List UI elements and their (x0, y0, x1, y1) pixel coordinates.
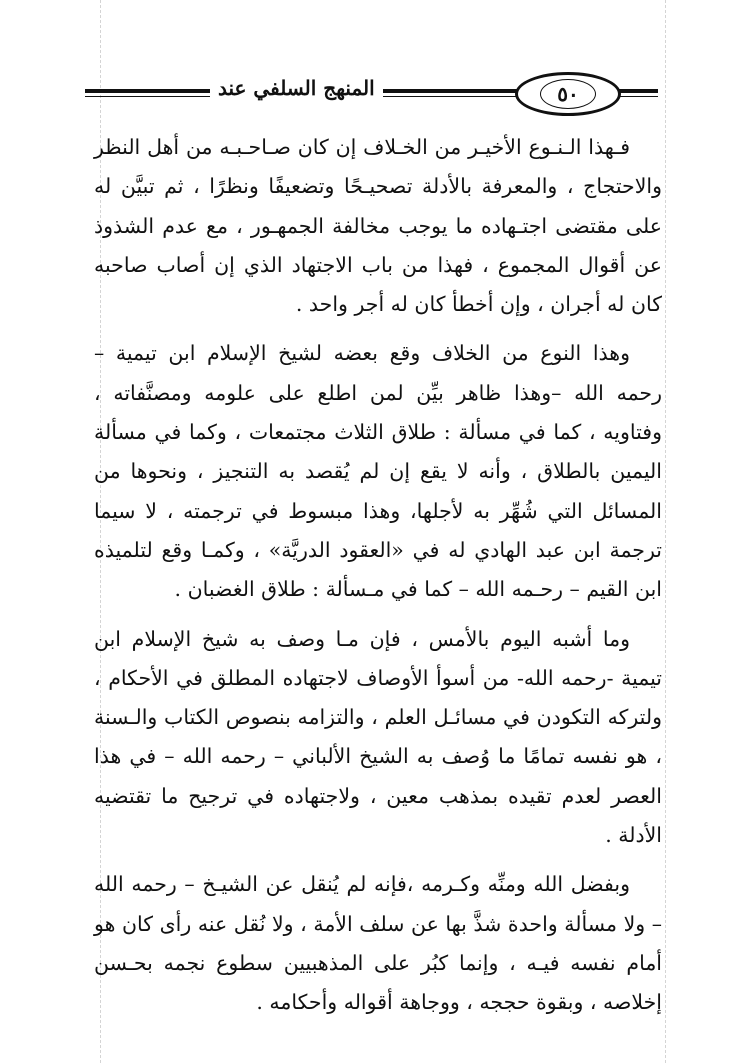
paragraph: فـهذا الـنـوع الأخيـر من الخـلاف إن كان صـاحـبـه من أهل النظر والاحتجاج ، والمعرفة بالأدلة تصحيـحًا وتضعيفًا ونظرًا ، ثم تبيَّن له على مقتضى اجتـهاده ما يوجب مخالفة الجمهـور ، مع عدم الشذوذ عن أقوال المجموع ، فهذا من باب الاجتهاد الذي إن أصاب صاحبه كان له أجران ، وإن أخطأ كان له أجر واحد . (94, 135, 662, 317)
page-header (85, 70, 658, 116)
paragraph: وهذا النوع من الخلاف وقع بعضه لشيخ الإسلام ابن تيمية – رحمه الله –وهذا ظاهر بيِّن لمن اطلع على علومه ومصنَّفاته ، وفتاويه ، كما في مسألة : طلاق الثلاث مجتمعات ، وكما في مسألة اليمين بالطلاق ، وأنه لا يقع إن لم يُقصد به التنجيز ، ونحوها من المسائل التي شُهِّر به لأجلها، وهذا مبسوط في ترجمته ، لا سيما ترجمة ابن عبد الهادي له في «العقود الدريَّة» ، وكمـا وقع لتلميذه ابن القيم – رحـمه الله – كما في مـسألة : طلاق الغضبان . (94, 341, 662, 602)
running-title: المنهج السلفي عند (210, 76, 383, 100)
paragraph: وما أشبه اليوم بالأمس ، فإن مـا وصف به شيخ الإسلام ابن تيمية -رحمه الله- من أسوأ الأوصاف لاجتهاده المطلق في الأحكام ، ولتركه التكودن في مسائـل العلم ، والتزامه بنصوص الكتاب والـسنة ، هو نفسه تمامًا ما وُصف به الشيخ الألباني – رحمه الله – في هذا العصر لعدم تقيده بمذهب معين ، ولاجتهاده في ترجيح ما تقتضيه الأدلة . (94, 626, 662, 848)
page-body (94, 128, 662, 1023)
page-number-badge (515, 72, 621, 116)
page-number: ٥٠ (540, 79, 595, 109)
paragraph: وبفضل الله ومنِّه وكـرمه ،فإنه لم يُنقل عن الشيـخ – رحمه الله – ولا مسألة واحدة شذَّ بها عن سلف الأمة ، ولا نُقل عنه رأى كان هو أمام نفسه فيـه ، وإنما كبُر على المذهبيين سطوع نجمه بحـسن إخلاصه ، وبقوة حججه ، ووجاهة أقواله وأحكامه . (94, 872, 662, 1015)
scan-guide-right (665, 0, 666, 1063)
